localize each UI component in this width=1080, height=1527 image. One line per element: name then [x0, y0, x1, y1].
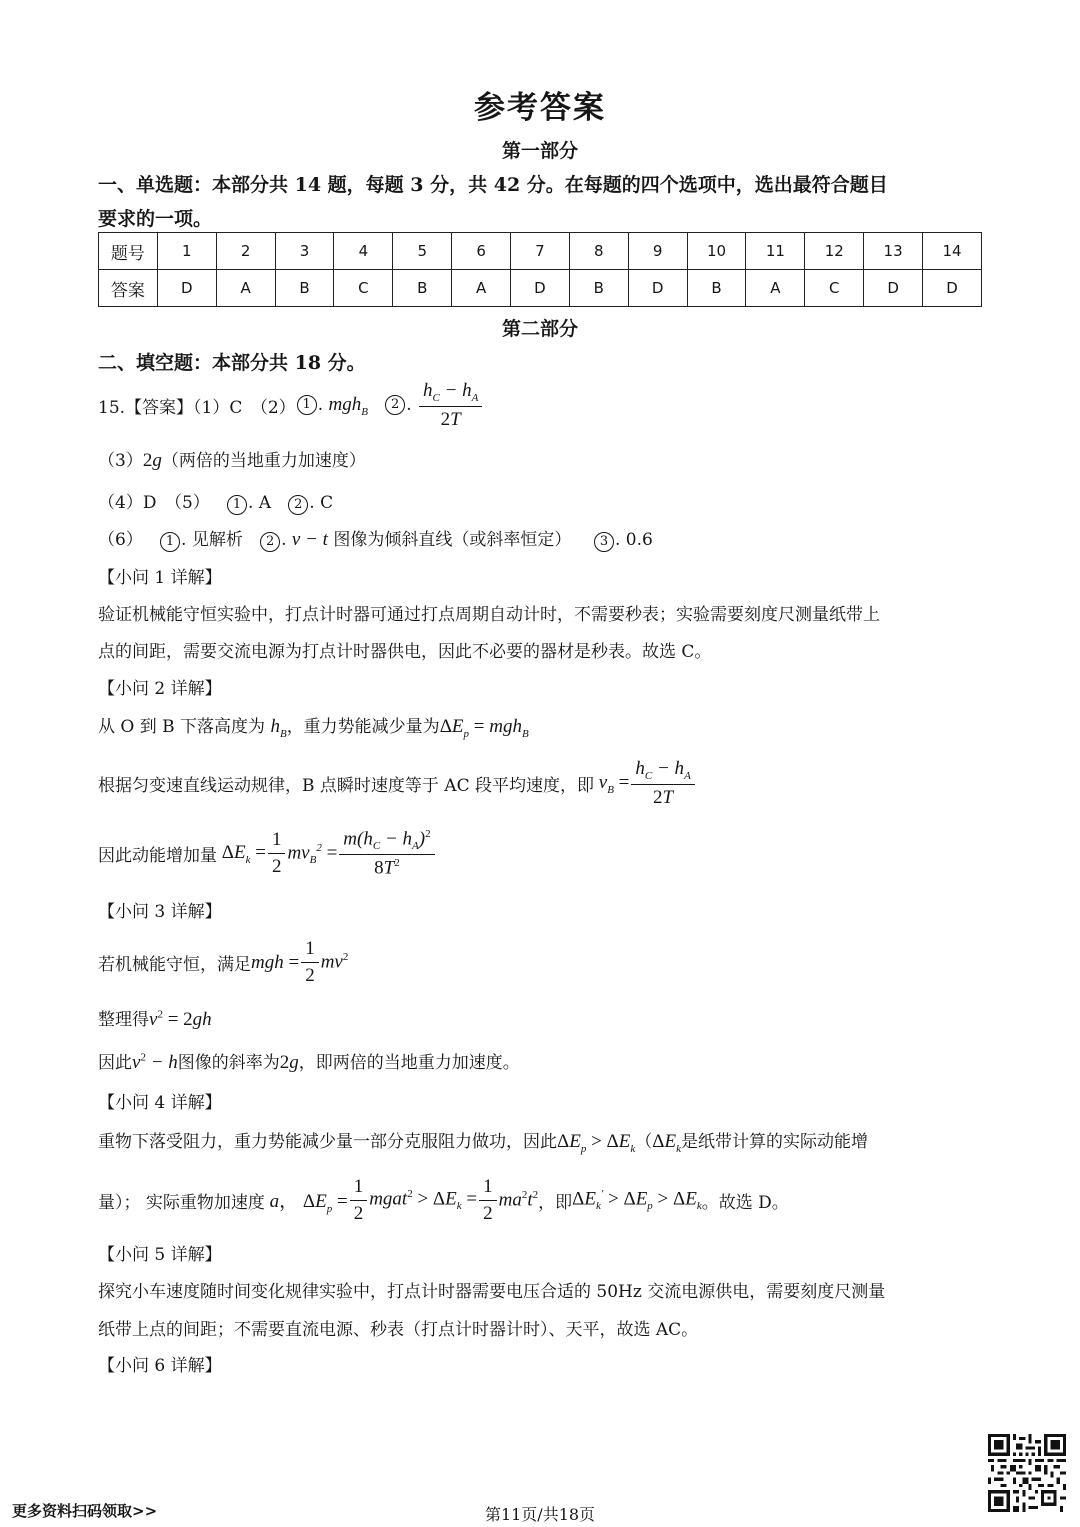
q15-line4-c: . C [309, 493, 334, 513]
table-row-label: 答案 [99, 270, 158, 307]
formula-Ep-gt-Ek: $\Delta E_p > \Delta E_k$ [557, 1131, 636, 1155]
sub5-line2: 纸带上点的间距；不需要直流电源、秒表（打点计时器计时）、天平，故选 AC。 [98, 1320, 699, 1340]
formula-vB-fraction: $\frac{h_C - h_A}{2T}$ [419, 380, 482, 431]
circled-number: 1 [160, 532, 180, 552]
formula-vB-eq: $v_B$ = [594, 771, 630, 796]
sub4-line2 [98, 1176, 789, 1225]
formula-Ek-fraction: $\frac{m(h_C - h_A)^2}{8T^2}$ [339, 828, 434, 879]
q15-answer-line: 15.【答案】（1）C （2） 1 . mgh$_B$ 2 . $\frac{h_C - h_A}{2T}$ [98, 380, 484, 431]
formula-vB-fraction: $\frac{h_C - h_A}{2T}$ [631, 758, 694, 809]
q15-line3-text: （两倍的当地重力加速度） [161, 451, 366, 471]
formula-a-Ep: a， $\Delta E_p$ = [264, 1191, 348, 1215]
formula-delta-Ek: $\Delta E_k$ = [221, 841, 266, 866]
table-cell: B [569, 270, 628, 307]
part-two-heading: 第二部分 [501, 318, 578, 340]
formula-delta-Ek: $\Delta E_k$ [652, 1131, 681, 1155]
table-cell: D [157, 270, 216, 307]
page-number: 第11页/共18页 [484, 1505, 596, 1524]
circled-number: 2 [260, 532, 280, 552]
sub1-heading: 【小问 1 详解】 [98, 568, 222, 588]
table-cell: 3 [275, 233, 334, 270]
formula-half: $\frac{1}{2}$ [479, 1176, 497, 1225]
table-cell: D [511, 270, 570, 307]
table-cell: D [864, 270, 923, 307]
sub3-line2-text: 整理得 [98, 1010, 149, 1030]
q15-line6: （6） 1 . 见解析 2 . v − t 图像为倾斜直线（或斜率恒定） 3 . 0.6 [98, 529, 653, 550]
sub2-line3 [98, 828, 437, 879]
sub5-line1: 探究小车速度随时间变化规律实验中，打点计时器需要电压合适的 50Hz 交流电源供电，需要刻度尺测量 [98, 1282, 886, 1302]
formula-mgh: mgh = [251, 951, 300, 973]
page-title: 参考答案 [474, 90, 606, 126]
formula-delta-Ep: $\Delta E_p = mgh_B$ [439, 716, 529, 740]
table-cell: A [216, 270, 275, 307]
formula-mghB: mgh$_B$ [328, 393, 368, 418]
sub2-line1-text-b: ，重力势能减少量为 [286, 717, 440, 737]
formula-half: $\frac{1}{2}$ [301, 938, 319, 987]
table-cell: B [687, 270, 746, 307]
table-cell: 7 [511, 233, 570, 270]
section-one-line1: 一、单选题：本部分共 14 题，每题 3 分，共 42 分。在每题的四个选项中，选出最符合题目 [98, 174, 888, 196]
sub2-line1-text-a: 从 O 到 B 下落高度为 [98, 717, 266, 737]
sub4-line1-text-c: 是纸带计算的实际动能增 [680, 1132, 868, 1152]
formula-mgat2: mgat$^2$ > $\Delta E_k$ = [369, 1188, 478, 1213]
table-cell: 13 [864, 233, 923, 270]
sub2-line1 [98, 712, 529, 740]
q15-line3 [98, 446, 366, 472]
footer-more-resources-link[interactable]: 更多资料扫码领取>> [12, 1502, 158, 1520]
table-cell: 11 [746, 233, 805, 270]
sub3-line1 [98, 938, 348, 987]
circled-number: 2 [385, 395, 405, 415]
formula-half: $\frac{1}{2}$ [268, 829, 286, 878]
circled-number: 1 [297, 395, 317, 415]
formula-v-t: v − t [291, 529, 328, 550]
sub3-line3-text-a: 因此 [98, 1053, 132, 1073]
answer-table [98, 232, 982, 307]
q15-line3-prefix: （3） [98, 451, 143, 471]
formula-2g: 2g [279, 1052, 299, 1073]
q15-line4-a: . A [247, 493, 272, 513]
table-cell: 8 [569, 233, 628, 270]
sub3-line1-text: 若机械能守恒，满足 [98, 955, 251, 975]
formula-v2-h: $v^2 - h$ [132, 1051, 178, 1073]
q15-prefix: 15.【答案】（1）C （2） [98, 397, 296, 418]
sub3-line2 [98, 1005, 212, 1031]
sub2-line2-text: 根据匀变速直线运动规律，B 点瞬时速度等于 AC 段平均速度，即 [98, 775, 594, 796]
formula-v2-2gh: $v^2 = 2gh$ [149, 1008, 212, 1030]
table-row-answers [99, 270, 982, 307]
qr-code-icon [988, 1434, 1066, 1512]
formula-inequality-chain: $\Delta E_k' > \Delta E_p > \Delta E_k$ [572, 1188, 702, 1213]
sub1-line2: 点的间距，需要交流电源为打点计时器供电，因此不必要的器材是秒表。故选 C。 [98, 642, 712, 662]
table-cell: 14 [923, 233, 982, 270]
table-cell: 12 [805, 233, 864, 270]
circled-number: 2 [288, 495, 308, 515]
q15-line6-prefix: （6） [98, 530, 143, 550]
sub2-line2 [98, 758, 697, 809]
table-cell: B [393, 270, 452, 307]
sub6-heading: 【小问 6 详解】 [98, 1356, 222, 1376]
table-cell: A [452, 270, 511, 307]
section-one-line2: 要求的一项。 [98, 208, 213, 230]
table-cell: C [334, 270, 393, 307]
table-cell: 6 [452, 233, 511, 270]
q15-line6-a: . 见解析 [181, 530, 243, 550]
circled-number: 3 [594, 532, 614, 552]
formula-hB: $h_B$ [270, 716, 287, 740]
sub5-heading: 【小问 5 详解】 [98, 1245, 222, 1265]
formula-2g: 2g [142, 450, 162, 471]
formula-mv2: $mv^2$ [320, 951, 349, 973]
part-one-heading: 第一部分 [501, 140, 578, 162]
table-cell: 10 [687, 233, 746, 270]
table-cell: C [805, 270, 864, 307]
table-cell: 2 [216, 233, 275, 270]
table-cell: 5 [393, 233, 452, 270]
table-cell: 4 [334, 233, 393, 270]
table-cell: A [746, 270, 805, 307]
table-row-label: 题号 [99, 233, 158, 270]
sub1-line1: 验证机械能守恒实验中，打点计时器可通过打点周期自动计时，不需要秒表；实验需要刻度尺测量纸带上 [98, 605, 880, 625]
q15-line6-b: 图像为倾斜直线（或斜率恒定） [333, 530, 572, 550]
table-cell: D [923, 270, 982, 307]
formula-mvB2: $mv_B^2$ = [287, 841, 338, 866]
sub4-line1-text-a: 重物下落受阻力，重力势能减少量一部分克服阻力做功，因此 [98, 1132, 557, 1152]
sub4-line2-text-c: 。故选 D。 [701, 1193, 789, 1213]
sub2-line3-text: 因此动能增加量 [98, 846, 217, 867]
sub4-line1-text-b: （ [635, 1132, 653, 1152]
formula-ma2t2: $ma^2t^2$ [498, 1189, 539, 1211]
formula-half: $\frac{1}{2}$ [350, 1176, 368, 1225]
sub3-line3 [98, 1048, 520, 1074]
table-cell: B [275, 270, 334, 307]
sub3-heading: 【小问 3 详解】 [98, 902, 222, 922]
sub4-line1 [98, 1127, 868, 1155]
table-row-numbers [99, 233, 982, 270]
table-cell: 1 [157, 233, 216, 270]
sub4-line2-text-a: 量）； 实际重物加速度 [98, 1193, 265, 1213]
sub3-line3-text-b: 图像的斜率为 [177, 1053, 280, 1073]
circled-number: 1 [227, 495, 247, 515]
table-cell: D [628, 270, 687, 307]
sub4-heading: 【小问 4 详解】 [98, 1093, 222, 1113]
q15-line4 [98, 488, 333, 515]
q15-line4-prefix: （4）D （5） [98, 493, 210, 513]
sub3-line3-text-c: ，即两倍的当地重力加速度。 [298, 1053, 520, 1073]
q15-line6-c: . 0.6 [614, 530, 653, 550]
sub2-heading: 【小问 2 详解】 [98, 679, 222, 699]
section-two-heading: 二、填空题：本部分共 18 分。 [98, 352, 366, 374]
sub4-line2-text-b: ，即 [538, 1193, 573, 1213]
table-cell: 9 [628, 233, 687, 270]
